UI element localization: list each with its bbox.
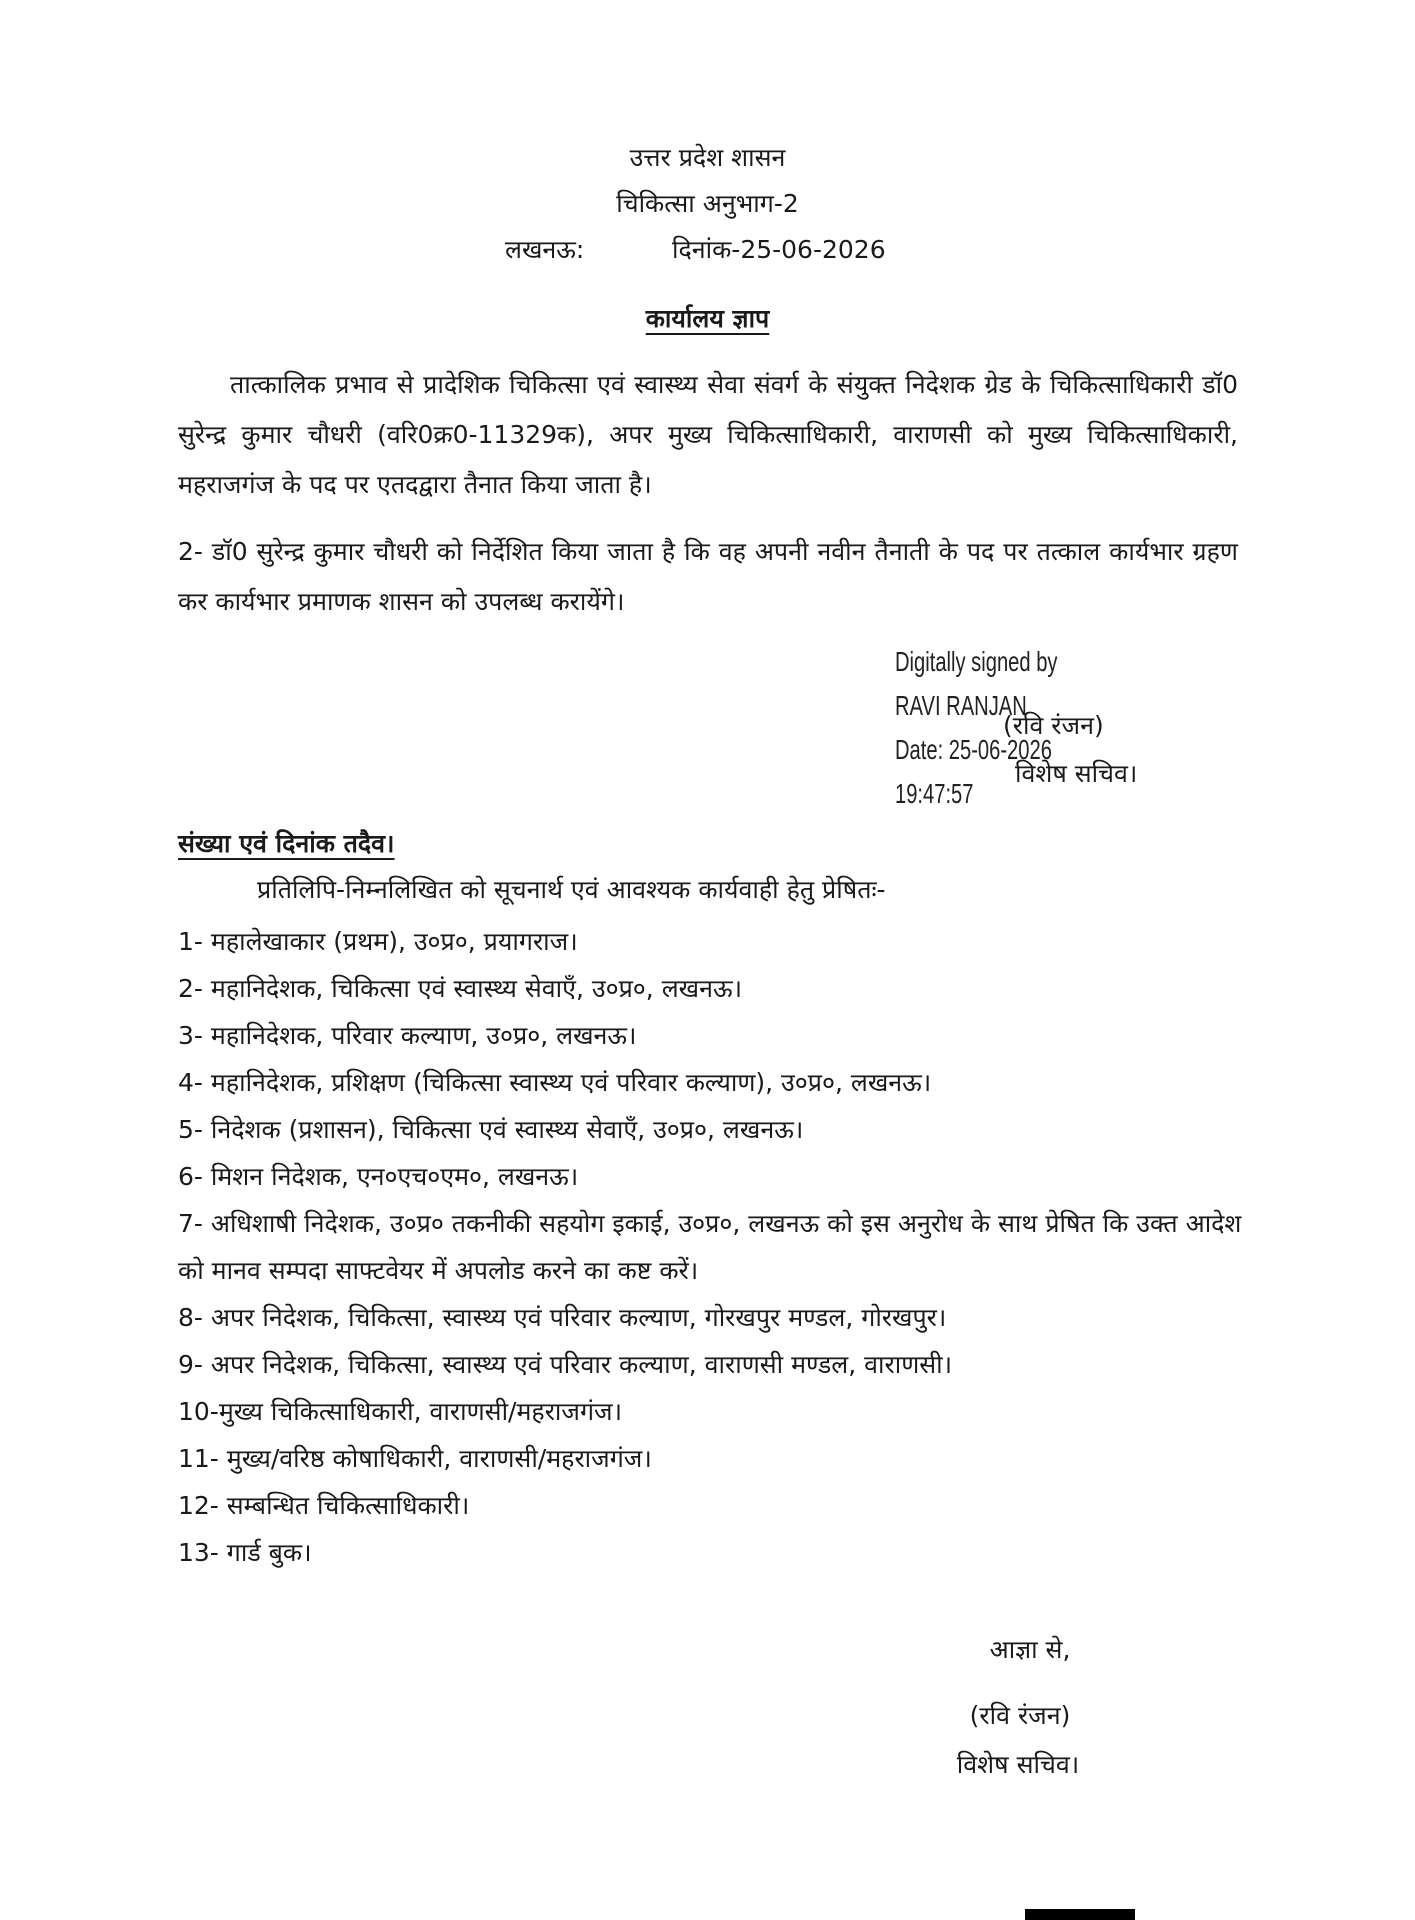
order-paragraph-1: तात्कालिक प्रभाव से प्रादेशिक चिकित्सा एवं स्वास्थ्य सेवा संवर्ग के संयुक्त निदेशक ग्रेड के चिकित्साधिकारी डॉ0 सुरेन्द्र कुमार चौधरी (वरि0क्र0-11329क), अपर मुख्य चिकित्साधिकारी, वाराणसी को मुख्य चिकित्साधिकारी, महराजगंज के पद पर एतदद्वारा तैनात किया जाता है। xyxy=(178,370,1238,499)
signatory-name: (रवि रंजन) xyxy=(1003,711,1104,740)
govt-name: उत्तर प्रदेश शासन xyxy=(629,143,786,172)
scan-edge-bar xyxy=(1025,1909,1135,1920)
list-item: 6- मिशन निदेशक, एन०एच०एम०, लखनऊ। xyxy=(178,1162,579,1191)
list-item: 9- अपर निदेशक, चिकित्सा, स्वास्थ्य एवं परिवार कल्याण, वाराणसी मण्डल, वाराणसी। xyxy=(178,1350,953,1379)
memo-date: दिनांक-25-06-2026 xyxy=(672,235,886,264)
section-name: चिकित्सा अनुभाग-2 xyxy=(616,189,799,218)
list-item: 12- सम्बन्धित चिकित्साधिकारी। xyxy=(178,1491,470,1520)
list-item: 2- महानिदेशक, चिकित्सा एवं स्वास्थ्य सेवाएँ, उ०प्र०, लखनऊ। xyxy=(178,974,743,1003)
list-item: 1- महालेखाकार (प्रथम), उ०प्र०, प्रयागराज। xyxy=(178,927,578,956)
place-label: लखनऊ: xyxy=(505,235,585,264)
order-paragraph-2: 2- डॉ0 सुरेन्द्र कुमार चौधरी को निर्देशित किया जाता है कि वह अपनी नवीन तैनाती के पद पर तत्काल कार्यभार ग्रहण कर कार्यभार प्रमाणक शासन को उपलब्ध करायेंगे। xyxy=(178,537,1238,616)
list-item: 5- निदेशक (प्रशासन), चिकित्सा एवं स्वास्थ्य सेवाएँ, उ०प्र०, लखनऊ। xyxy=(178,1115,804,1144)
by-order-label: आज्ञा से, xyxy=(989,1635,1071,1664)
list-item: 10-मुख्य चिकित्साधिकारी, वाराणसी/महराजगंज। xyxy=(178,1397,623,1426)
footer-signatory-name: (रवि रंजन) xyxy=(969,1701,1071,1730)
list-item: 13- गार्ड बुक। xyxy=(178,1538,312,1567)
list-item: 3- महानिदेशक, परिवार कल्याण, उ०प्र०, लखनऊ। xyxy=(178,1021,637,1050)
list-item: 8- अपर निदेशक, चिकित्सा, स्वास्थ्य एवं परिवार कल्याण, गोरखपुर मण्डल, गोरखपुर। xyxy=(178,1303,947,1332)
footer-signatory-designation: विशेष सचिव। xyxy=(956,1750,1080,1779)
memo-title: कार्यालय ज्ञाप xyxy=(645,304,770,333)
list-item: 7- अधिशाषी निदेशक, उ०प्र० तकनीकी सहयोग इकाई, उ०प्र०, लखनऊ को इस अनुरोध के साथ प्रेषित कि उक्त आदेश को मानव सम्पदा साफ्टवेयर में अपलोड करने का कष्ट करें। xyxy=(178,1209,1242,1285)
reference-line: संख्या एवं दिनांक तदैव। xyxy=(178,829,395,858)
copy-to-intro: प्रतिलिपि-निम्नलिखित को सूचनार्थ एवं आवश्यक कार्यवाही हेतु प्रेषितः- xyxy=(257,875,886,904)
list-item: 4- महानिदेशक, प्रशिक्षण (चिकित्सा स्वास्थ्य एवं परिवार कल्याण), उ०प्र०, लखनऊ। xyxy=(178,1068,932,1097)
copy-to-list xyxy=(178,918,1248,1576)
signatory-designation: विशेष सचिव। xyxy=(1015,759,1138,788)
digital-signature-stamp: Digitally signed by RAVI RANJAN Date: 25-06-2026 19:47:57 xyxy=(895,646,1058,809)
list-item: 11- मुख्य/वरिष्ठ कोषाधिकारी, वाराणसी/महराजगंज। xyxy=(178,1444,652,1473)
